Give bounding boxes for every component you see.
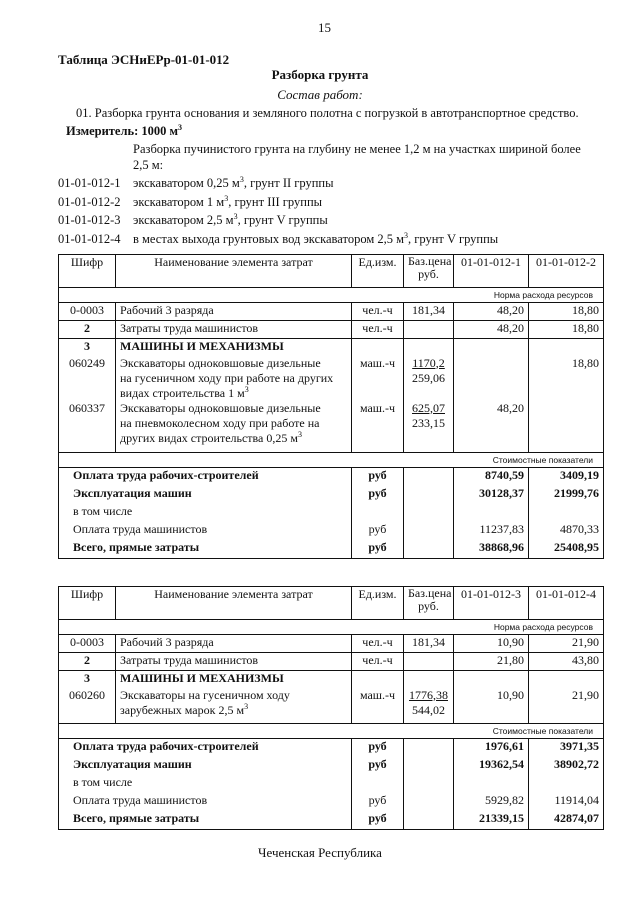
cost-label: Стоимостные показатели: [59, 724, 604, 739]
code-desc: [133, 232, 498, 247]
header-name: Наименование элемента затрат: [116, 255, 352, 288]
code-desc-text: экскаватором 2,5 м: [133, 213, 234, 227]
row-name-text: зарубежных марок 2,5 м: [120, 702, 245, 717]
work-item: 01. Разборка грунта основания и земляного полотна с погрузкой в автотранспортное средство.: [76, 106, 579, 120]
row-name-line: Экскаваторы на гусеничном ходу: [120, 687, 290, 702]
summary-col-a: 38868,96: [454, 540, 529, 559]
row-unit: чел.-ч: [352, 635, 404, 653]
summary-row: [59, 486, 604, 504]
resource-table-2: [58, 586, 604, 830]
row-price: [404, 688, 454, 724]
code-desc: [133, 213, 328, 228]
row-name: МАШИНЫ И МЕХАНИЗМЫ: [116, 339, 352, 356]
code-desc-text: экскаватором 0,25 м: [133, 176, 240, 190]
summary-col-a: 30128,37: [454, 486, 529, 504]
table-id: Таблица ЭСНиЕРр-01-01-012: [58, 52, 230, 67]
header-price-l2: руб.: [418, 599, 439, 613]
price-wage: 233,15: [412, 415, 445, 430]
header-price-l1: Баз.цена: [408, 586, 452, 600]
summary-col-a: 8740,59: [454, 468, 529, 486]
code-number: 01-01-012-2: [58, 195, 121, 209]
header-col-b: 01-01-012-4: [529, 587, 604, 620]
summary-unit: руб: [352, 540, 404, 559]
code-desc-sup: 3: [233, 211, 238, 221]
row-code: 060337: [59, 401, 116, 453]
row-unit: маш.-ч: [352, 688, 404, 724]
header-col-a: 01-01-012-3: [454, 587, 529, 620]
row-col-a: 48,20: [454, 321, 529, 339]
summary-col-b: 38902,72: [529, 757, 604, 775]
header-code: Шифр: [59, 255, 116, 288]
row-col-b: 43,80: [529, 653, 604, 671]
table-row: [59, 401, 604, 453]
row-name-line: Экскаваторы одноковшовые дизельные: [120, 355, 321, 370]
row-unit: чел.-ч: [352, 653, 404, 671]
measure-label: Измеритель: 1000 м: [66, 124, 179, 138]
page-number: 15: [318, 20, 331, 35]
code-desc-tail: , грунт V группы: [408, 232, 499, 246]
row-code: 2: [59, 321, 116, 339]
code-desc-sup: 3: [224, 193, 229, 203]
code-desc-sup: 3: [404, 230, 409, 240]
table-row: [59, 356, 604, 401]
row-name-text: видах строительства 1 м: [120, 385, 245, 400]
summary-name: Оплата труда машинистов: [59, 522, 352, 540]
row-code: 3: [59, 671, 116, 688]
summary-col-a: 11237,83: [454, 522, 529, 540]
code-desc-text: в местах выхода грунтовых вод экскаватором 2,5 м: [133, 232, 405, 246]
footer-region: Чеченская Республика: [258, 845, 382, 860]
code-desc: [133, 176, 334, 191]
summary-col-a: 21339,15: [454, 811, 529, 830]
summary-row: [59, 739, 604, 757]
code-desc-tail: , грунт II группы: [243, 176, 334, 190]
row-col-a: 10,90: [454, 635, 529, 653]
measure: [66, 124, 182, 139]
row-name-text: других видах строительства 0,25 м: [120, 430, 298, 445]
row-col-a: 48,20: [454, 401, 529, 453]
summary-unit: руб: [352, 739, 404, 757]
header-price: [404, 255, 454, 288]
row-unit: маш.-ч: [352, 356, 404, 401]
row-price: [404, 321, 454, 339]
row-price: [404, 653, 454, 671]
row-price: [404, 356, 454, 401]
summary-col-a: 5929,82: [454, 793, 529, 811]
code-desc: [133, 195, 322, 210]
summary-col-b: 11914,04: [529, 793, 604, 811]
summary-unit: руб: [352, 793, 404, 811]
summary-unit: руб: [352, 486, 404, 504]
code-desc-text: экскаватором 1 м: [133, 195, 225, 209]
summary-name: Оплата труда рабочих-строителей: [59, 468, 352, 486]
summary-col-a: 1976,61: [454, 739, 529, 757]
header-code: Шифр: [59, 587, 116, 620]
summary-row: [59, 811, 604, 830]
row-unit: чел.-ч: [352, 321, 404, 339]
row-name-line: Экскаваторы одноковшовые дизельные: [120, 400, 321, 415]
row-name: Затраты труда машинистов: [116, 653, 352, 671]
code-line: [58, 195, 121, 210]
header-price-l2: руб.: [418, 267, 439, 281]
summary-unit: руб: [352, 522, 404, 540]
cost-label: Стоимостные показатели: [59, 453, 604, 468]
row-name-line: на гусеничном ходу при работе на других: [120, 370, 334, 385]
header-price-l1: Баз.цена: [408, 254, 452, 268]
header-unit: Ед.изм.: [352, 587, 404, 620]
code-number: 01-01-012-1: [58, 176, 121, 190]
row-col-a: 10,90: [454, 688, 529, 724]
table-row: [59, 321, 604, 339]
header-col-b: 01-01-012-2: [529, 255, 604, 288]
summary-col-b: 4870,33: [529, 522, 604, 540]
row-col-b: 21,90: [529, 688, 604, 724]
table-row: [59, 339, 604, 356]
row-code: 0-0003: [59, 635, 116, 653]
table-row: [59, 653, 604, 671]
row-unit: чел.-ч: [352, 303, 404, 321]
row-name-sup: 3: [297, 429, 302, 439]
row-col-b: 18,80: [529, 303, 604, 321]
summary-col-b: 25408,95: [529, 540, 604, 559]
code-line: [58, 213, 121, 228]
summary-row: [59, 757, 604, 775]
summary-name: в том числе: [59, 504, 352, 522]
summary-col-b: 42874,07: [529, 811, 604, 830]
header-name: Наименование элемента затрат: [116, 587, 352, 620]
row-name-line: [120, 431, 347, 446]
row-price: [404, 401, 454, 453]
summary-row: [59, 468, 604, 486]
code-desc-tail: , грунт III группы: [228, 195, 323, 209]
summary-name: Эксплуатация машин: [59, 486, 352, 504]
price-total: 1170,2: [412, 355, 445, 370]
summary-row: [59, 522, 604, 540]
table-row: [59, 671, 604, 688]
row-unit: маш.-ч: [352, 401, 404, 453]
row-col-b: [529, 401, 604, 453]
summary-name: Оплата труда машинистов: [59, 793, 352, 811]
measure-sup: 3: [178, 122, 183, 132]
summary-col-a: 19362,54: [454, 757, 529, 775]
row-name-line: [120, 703, 347, 718]
summary-unit: руб: [352, 757, 404, 775]
row-name: [116, 688, 352, 724]
row-col-b: 21,90: [529, 635, 604, 653]
table-row: [59, 303, 604, 321]
norm-label: Норма расхода ресурсов: [59, 288, 604, 303]
norm-label: Норма расхода ресурсов: [59, 620, 604, 635]
row-name-sup: 3: [244, 701, 249, 711]
row-name: Затраты труда машинистов: [116, 321, 352, 339]
summary-col-b: 3971,35: [529, 739, 604, 757]
row-name-sup: 3: [244, 384, 249, 394]
summary-name: Оплата труда рабочих-строителей: [59, 739, 352, 757]
summary-name: Всего, прямые затраты: [59, 540, 352, 559]
code-number: 01-01-012-4: [58, 232, 121, 246]
row-name: МАШИНЫ И МЕХАНИЗМЫ: [116, 671, 352, 688]
doc-subtitle: Состав работ:: [277, 87, 363, 102]
table-row: [59, 635, 604, 653]
table-row: [59, 688, 604, 724]
row-name: Рабочий 3 разряда: [116, 303, 352, 321]
summary-col-b: 3409,19: [529, 468, 604, 486]
price-total: 1776,38: [409, 687, 448, 702]
row-col-b: 18,80: [529, 321, 604, 339]
row-code: 060260: [59, 688, 116, 724]
summary-unit: руб: [352, 811, 404, 830]
row-name: Рабочий 3 разряда: [116, 635, 352, 653]
row-price: 181,34: [404, 303, 454, 321]
summary-name: в том числе: [59, 775, 352, 793]
summary-name: Всего, прямые затраты: [59, 811, 352, 830]
row-code: 0-0003: [59, 303, 116, 321]
row-col-a: 21,80: [454, 653, 529, 671]
row-name: [116, 356, 352, 401]
code-number: 01-01-012-3: [58, 213, 121, 227]
row-col-b: 18,80: [529, 356, 604, 401]
summary-row: [59, 793, 604, 811]
row-name-line: на пневмоколесном ходу при работе на: [120, 415, 320, 430]
price-total: 625,07: [412, 400, 445, 415]
price-wage: 259,06: [412, 370, 445, 385]
intro-line-1: Разборка пучинистого грунта на глубину не менее 1,2 м на участках шириной более: [133, 142, 581, 156]
header-unit: Ед.изм.: [352, 255, 404, 288]
summary-row: [59, 540, 604, 559]
row-name-line: [120, 386, 347, 401]
resource-table-1: [58, 254, 604, 559]
code-line: [58, 232, 121, 247]
row-name: [116, 401, 352, 453]
summary-name: Эксплуатация машин: [59, 757, 352, 775]
header-col-a: 01-01-012-1: [454, 255, 529, 288]
intro-line-2: 2,5 м:: [133, 158, 164, 172]
summary-col-b: 21999,76: [529, 486, 604, 504]
code-line: [58, 176, 121, 191]
summary-row: [59, 775, 604, 793]
row-code: 060249: [59, 356, 116, 401]
code-desc-tail: , грунт V группы: [237, 213, 328, 227]
doc-title: Разборка грунта: [271, 67, 369, 82]
code-desc-sup: 3: [239, 174, 244, 184]
summary-row: [59, 504, 604, 522]
price-wage: 544,02: [412, 702, 445, 717]
row-code: 3: [59, 339, 116, 356]
row-code: 2: [59, 653, 116, 671]
row-price: 181,34: [404, 635, 454, 653]
header-price: [404, 587, 454, 620]
row-col-a: [454, 356, 529, 401]
row-col-a: 48,20: [454, 303, 529, 321]
summary-unit: руб: [352, 468, 404, 486]
